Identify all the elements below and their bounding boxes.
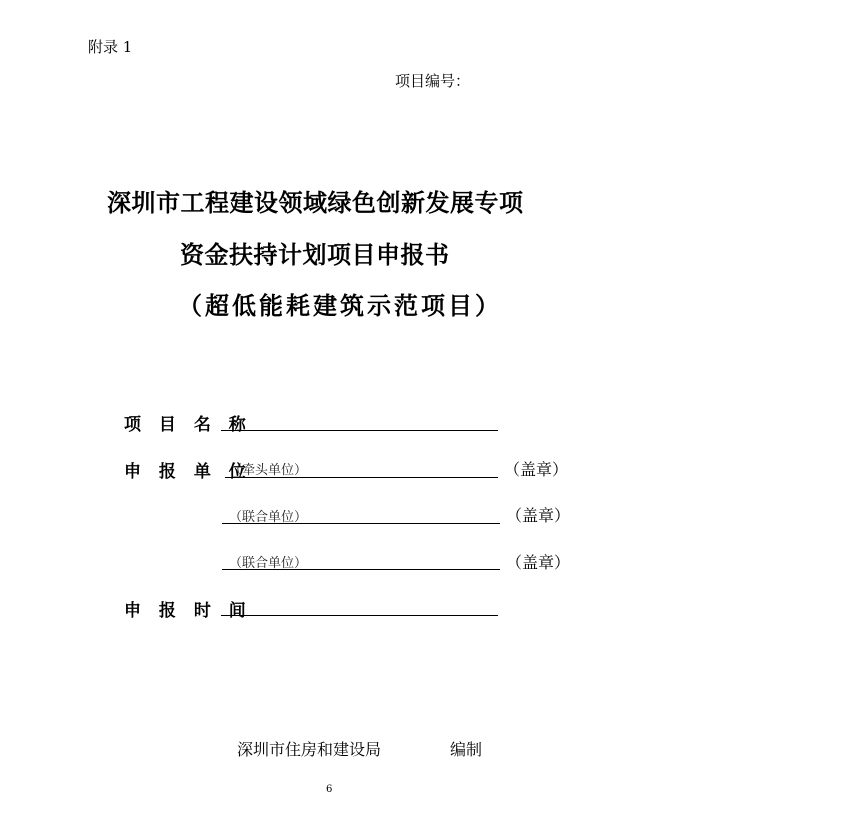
- lead-unit-hint: （牵头单位）: [229, 463, 308, 478]
- seal-note-joint-unit-1: （盖章）: [506, 506, 571, 525]
- project-name-label: 项 目 名 称: [124, 415, 252, 435]
- lead-unit-field[interactable]: [225, 477, 498, 478]
- applicant-unit-label: 申 报 单 位: [124, 462, 252, 482]
- compiled-by-label: 编制: [450, 740, 483, 759]
- joint-unit-hint-2: （联合单位）: [229, 556, 308, 571]
- project-number-label: 项目编号：: [395, 72, 471, 90]
- document-title-line-2: 资金扶持计划项目申报书: [180, 241, 450, 269]
- page-number: 6: [326, 784, 333, 795]
- application-date-field[interactable]: [221, 615, 498, 616]
- joint-unit-field-1[interactable]: [222, 523, 500, 524]
- issuing-authority: 深圳市住房和建设局: [237, 740, 382, 759]
- seal-note-joint-unit-2: （盖章）: [506, 553, 571, 572]
- joint-unit-hint-1: （联合单位）: [229, 510, 308, 525]
- appendix-label: 附录 1: [88, 38, 133, 56]
- document-title-line-3: （超低能耗建筑示范项目）: [178, 292, 502, 320]
- application-date-label: 申 报 时 间: [124, 601, 252, 621]
- document-title-line-1: 深圳市工程建设领域绿色创新发展专项: [107, 189, 524, 217]
- seal-note-lead-unit: （盖章）: [504, 460, 569, 479]
- project-name-field[interactable]: [221, 430, 498, 431]
- joint-unit-field-2[interactable]: [222, 569, 500, 570]
